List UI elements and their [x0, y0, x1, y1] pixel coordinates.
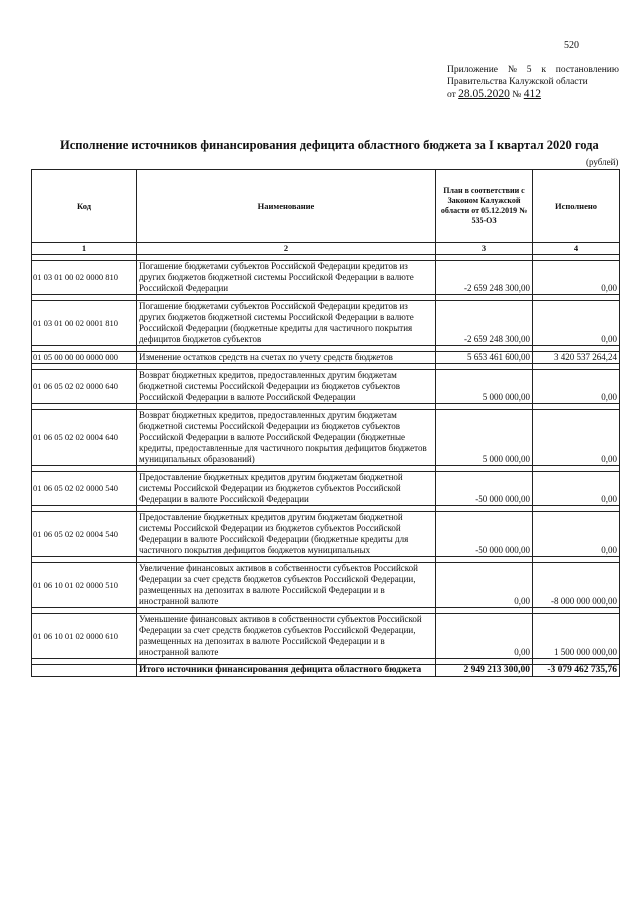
appendix-date-line [447, 88, 619, 101]
row-name: Возврат бюджетных кредитов, предоставленных другим бюджетам бюджетной системы Российской Федерации из бюджетов субъектов Российской Федерации в валюте Российской Федерации [137, 370, 436, 404]
column-number: 4 [533, 243, 620, 255]
table-row [32, 614, 620, 659]
row-plan: -2 659 248 300,00 [436, 301, 533, 346]
row-code: 01 03 01 00 02 0000 810 [32, 261, 137, 295]
table-row [32, 472, 620, 506]
column-number: 1 [32, 243, 137, 255]
resolution-number: 412 [523, 88, 541, 100]
row-name: Погашение бюджетами субъектов Российской Федерации кредитов из других бюджетов бюджетной системы Российской Федерации в валюте Российской Федерации [137, 261, 436, 295]
row-plan: 0,00 [436, 563, 533, 608]
document-title: Исполнение источников финансирования дефицита областного бюджета за I квартал 2020 года [60, 138, 599, 152]
resolution-date: 28.05.2020 [458, 88, 510, 100]
column-number-row [32, 243, 620, 255]
units-label: (рублей) [586, 157, 619, 167]
row-name: Предоставление бюджетных кредитов другим бюджетам бюджетной системы Российской Федерации из бюджетов субъектов Российской Федерации в валюте Российской Федерации [137, 472, 436, 506]
row-name: Уменьшение финансовых активов в собственности субъектов Российской Федерации за счет средств бюджетов субъектов Российской Федерации, размещенных на депозитах в валюте Российской Федерации и в иностранной валюте [137, 614, 436, 659]
total-row [32, 665, 620, 677]
header-code: Код [32, 170, 137, 243]
row-executed: 0,00 [533, 472, 620, 506]
row-name: Погашение бюджетами субъектов Российской Федерации кредитов из других бюджетов бюджетной системы Российской Федерации в валюте Российской Федерации (бюджетные кредиты для частичного покрытия дефицитов бюджетов субъектов [137, 301, 436, 346]
row-executed: 0,00 [533, 370, 620, 404]
row-code: 01 06 10 01 02 0000 610 [32, 614, 137, 659]
page-number: 520 [564, 40, 579, 51]
total-executed: -3 079 462 735,76 [533, 665, 620, 677]
appendix-word-5: постановлению [555, 65, 619, 75]
row-code: 01 06 05 02 02 0004 540 [32, 512, 137, 557]
table-row [32, 512, 620, 557]
total-name: Итого источники финансирования дефицита областного бюджета [137, 665, 436, 677]
appendix-word-4: к [541, 65, 546, 75]
row-plan: 5 000 000,00 [436, 370, 533, 404]
appendix-line-2: Правительства Калужской области [447, 77, 588, 87]
row-plan: -50 000 000,00 [436, 472, 533, 506]
total-code [32, 665, 137, 677]
row-executed: 0,00 [533, 301, 620, 346]
column-number: 2 [137, 243, 436, 255]
table-row [32, 370, 620, 404]
row-plan: 5 000 000,00 [436, 410, 533, 466]
row-code: 01 06 05 02 02 0004 640 [32, 410, 137, 466]
row-code: 01 06 05 02 02 0000 640 [32, 370, 137, 404]
number-prefix: № [512, 90, 522, 100]
header-plan: План в соответствии с Законом Калужской области от 05.12.2019 № 535-ОЗ [436, 170, 533, 243]
date-prefix: от [447, 90, 456, 100]
row-plan: 5 653 461 600,00 [436, 352, 533, 364]
header-name: Наименование [137, 170, 436, 243]
total-plan: 2 949 213 300,00 [436, 665, 533, 677]
row-executed: 0,00 [533, 410, 620, 466]
row-name: Изменение остатков средств на счетах по учету средств бюджетов [137, 352, 436, 364]
row-executed: 3 420 537 264,24 [533, 352, 620, 364]
row-executed: 0,00 [533, 261, 620, 295]
appendix-line-1 [447, 64, 619, 76]
appendix-word-1: Приложение [447, 65, 498, 75]
table-row [32, 301, 620, 346]
table-row [32, 261, 620, 295]
row-plan: -2 659 248 300,00 [436, 261, 533, 295]
row-name: Возврат бюджетных кредитов, предоставленных другим бюджетам бюджетной системы Российской Федерации из бюджетов субъектов Российской Федерации в валюте Российской Федерации (бюджетные кредиты, предоставленные для частичного покрытия дефицитов бюджетов муниципальных образований) [137, 410, 436, 466]
appendix-header [447, 64, 619, 101]
table-header-row [32, 170, 620, 243]
row-code: 01 05 00 00 00 0000 000 [32, 352, 137, 364]
row-plan: 0,00 [436, 614, 533, 659]
row-name: Увеличение финансовых активов в собственности субъектов Российской Федерации за счет средств бюджетов субъектов Российской Федерации, размещенных на депозитах в валюте Российской Федерации и в иностранной валюте [137, 563, 436, 608]
budget-table [31, 169, 620, 677]
row-code: 01 06 10 01 02 0000 510 [32, 563, 137, 608]
header-executed: Исполнено [533, 170, 620, 243]
table-row [32, 563, 620, 608]
table-body [32, 255, 620, 677]
row-executed: 1 500 000 000,00 [533, 614, 620, 659]
column-number: 3 [436, 243, 533, 255]
appendix-word-3: 5 [526, 65, 532, 75]
table-row [32, 352, 620, 364]
table-row [32, 410, 620, 466]
row-plan: -50 000 000,00 [436, 512, 533, 557]
row-executed: 0,00 [533, 512, 620, 557]
row-name: Предоставление бюджетных кредитов другим бюджетам бюджетной системы Российской Федерации из бюджетов субъектов Российской Федерации в валюте Российской Федерации (бюджетные кредиты для частичного покрытия дефицитов бюджетов муниципальных [137, 512, 436, 557]
row-code: 01 03 01 00 02 0001 810 [32, 301, 137, 346]
row-code: 01 06 05 02 02 0000 540 [32, 472, 137, 506]
appendix-word-2: № [507, 65, 517, 75]
row-executed: -8 000 000 000,00 [533, 563, 620, 608]
